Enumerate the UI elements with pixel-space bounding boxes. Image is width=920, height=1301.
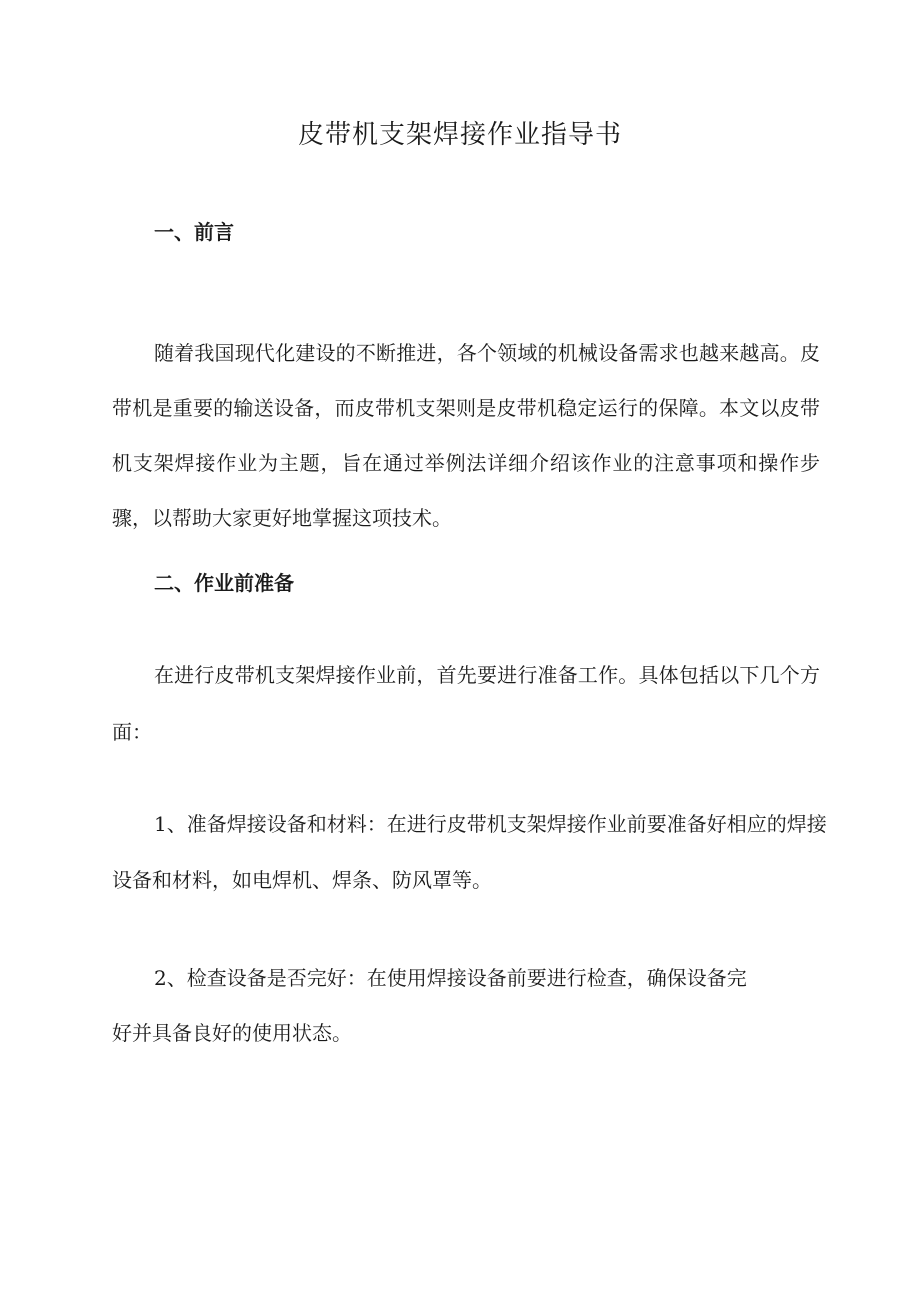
list-item-line: 1、准备焊接设备和材料：在进行皮带机支架焊接作业前要准备好相应的焊接 bbox=[154, 812, 827, 836]
list-item-line: 设备和材料，如电焊机、焊条、防风罩等。 bbox=[112, 868, 492, 892]
list-item-line: 2、检查设备是否完好：在使用焊接设备前要进行检查，确保设备完 bbox=[154, 966, 747, 990]
paragraph-line: 面： bbox=[112, 720, 152, 744]
paragraph-line: 骤，以帮助大家更好地掌握这项技术。 bbox=[112, 506, 452, 530]
paragraph-line: 机支架焊接作业为主题，旨在通过举例法详细介绍该作业的注意事项和操作步 bbox=[112, 451, 820, 475]
document-title: 皮带机支架焊接作业指导书 bbox=[297, 120, 622, 150]
paragraph-line: 随着我国现代化建设的不断推进，各个领域的机械设备需求也越来越高。皮 bbox=[154, 341, 820, 365]
paragraph-line: 在进行皮带机支架焊接作业前，首先要进行准备工作。具体包括以下几个方 bbox=[154, 663, 820, 687]
list-item-line: 好并具备良好的使用状态。 bbox=[112, 1021, 352, 1045]
section-heading-preface: 一、前言 bbox=[154, 220, 234, 244]
section-heading-preparation: 二、作业前准备 bbox=[154, 571, 294, 595]
paragraph-line: 带机是重要的输送设备，而皮带机支架则是皮带机稳定运行的保障。本文以皮带 bbox=[112, 396, 820, 420]
